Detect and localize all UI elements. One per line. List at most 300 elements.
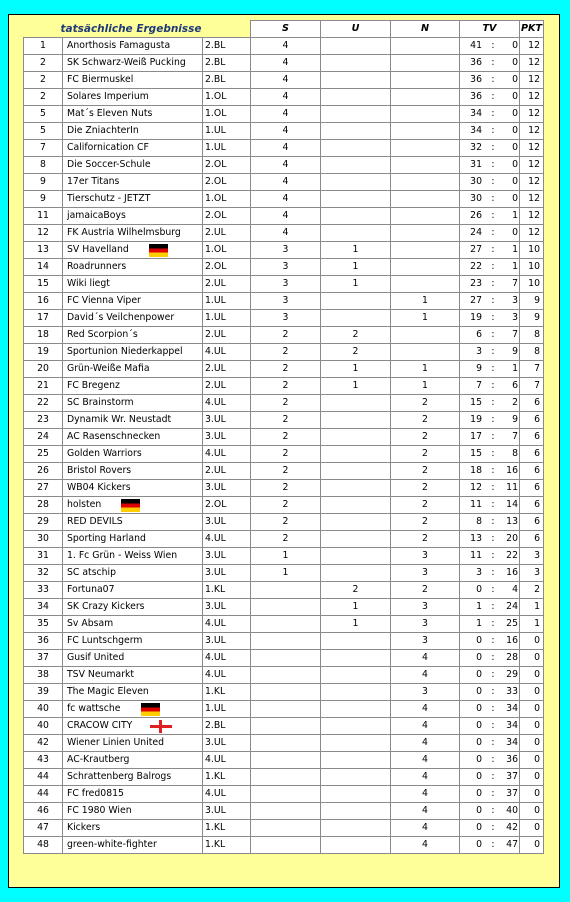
goals-for: 6: [476, 329, 482, 340]
table-row: [24, 820, 544, 837]
team-name: green-white-fighter: [67, 839, 157, 850]
draws-cell: 1: [321, 242, 391, 259]
losses-cell: [391, 174, 460, 191]
rank-cell: 39: [24, 684, 63, 701]
germany-flag-icon: [149, 244, 168, 257]
league-cell: 4.UL: [203, 650, 251, 667]
team-cell: [63, 633, 203, 650]
draws-cell: [321, 72, 391, 89]
wins-cell: 3: [251, 293, 321, 310]
team-name: Californication CF: [67, 142, 149, 153]
table-row: [24, 225, 544, 242]
team-cell: [63, 395, 203, 412]
wins-cell: 2: [251, 378, 321, 395]
points-cell: 0: [520, 650, 544, 667]
losses-cell: 2: [391, 446, 460, 463]
team-cell: [63, 531, 203, 548]
goals-cell: [460, 497, 520, 514]
col-header-tv: TV: [460, 21, 520, 38]
league-cell: 2.OL: [203, 259, 251, 276]
goals-for: 0: [476, 788, 482, 799]
wins-cell: 2: [251, 531, 321, 548]
team-name: SC atschip: [67, 567, 117, 578]
table-row: [24, 412, 544, 429]
league-cell: 2.BL: [203, 718, 251, 735]
goals-separator: :: [491, 431, 495, 442]
team-name: SK Schwarz-Weiß Pucking: [67, 57, 186, 68]
goals-cell: [460, 548, 520, 565]
rank-cell: 7: [24, 140, 63, 157]
goals-separator: :: [491, 227, 495, 238]
draws-cell: [321, 395, 391, 412]
goals-separator: :: [491, 244, 495, 255]
losses-cell: [391, 72, 460, 89]
rank-cell: 11: [24, 208, 63, 225]
goals-separator: :: [491, 737, 495, 748]
wins-cell: 2: [251, 497, 321, 514]
team-name: Sportunion Niederkappel: [67, 346, 183, 357]
team-cell: [63, 820, 203, 837]
goals-separator: :: [491, 652, 495, 663]
table-row: [24, 446, 544, 463]
goals-separator: :: [491, 720, 495, 731]
goals-cell: [460, 480, 520, 497]
germany-flag-icon: [121, 499, 140, 512]
goals-for: 32: [470, 142, 482, 153]
goals-for: 0: [476, 703, 482, 714]
losses-cell: [391, 225, 460, 242]
goals-against: 16: [506, 465, 518, 476]
team-cell: [63, 667, 203, 684]
losses-cell: 3: [391, 599, 460, 616]
wins-cell: 4: [251, 38, 321, 55]
draws-cell: [321, 769, 391, 786]
team-cell: [63, 276, 203, 293]
rank-cell: 28: [24, 497, 63, 514]
goals-for: 0: [476, 805, 482, 816]
team-name: FK Austria Wilhelmsburg: [67, 227, 181, 238]
league-cell: 2.UL: [203, 225, 251, 242]
draws-cell: [321, 412, 391, 429]
col-header-n: N: [391, 21, 460, 38]
rank-cell: 17: [24, 310, 63, 327]
table-row: [24, 395, 544, 412]
goals-for: 8: [476, 516, 482, 527]
rank-cell: 26: [24, 463, 63, 480]
league-cell: 1.UL: [203, 293, 251, 310]
goals-against: 25: [506, 618, 518, 629]
team-name: FC Biermuskel: [67, 74, 134, 85]
goals-separator: :: [491, 193, 495, 204]
league-cell: 4.UL: [203, 446, 251, 463]
results-table: [23, 20, 544, 854]
wins-cell: [251, 837, 321, 854]
points-cell: 6: [520, 531, 544, 548]
goals-for: 0: [476, 686, 482, 697]
goals-cell: [460, 89, 520, 106]
goals-against: 13: [506, 516, 518, 527]
wins-cell: 4: [251, 55, 321, 72]
table-row: [24, 633, 544, 650]
rank-cell: 29: [24, 514, 63, 531]
goals-for: 24: [470, 227, 482, 238]
rank-cell: 40: [24, 718, 63, 735]
goals-against: 7: [512, 431, 518, 442]
points-cell: 12: [520, 55, 544, 72]
table-row: [24, 327, 544, 344]
points-cell: 2: [520, 582, 544, 599]
team-name: holsten: [67, 499, 102, 510]
draws-cell: [321, 123, 391, 140]
goals-against: 16: [506, 567, 518, 578]
goals-against: 0: [512, 74, 518, 85]
rank-cell: 47: [24, 820, 63, 837]
goals-for: 9: [476, 363, 482, 374]
goals-cell: [460, 72, 520, 89]
team-name: FC fred0815: [67, 788, 124, 799]
losses-cell: [391, 157, 460, 174]
losses-cell: [391, 242, 460, 259]
team-name: FC Vienna Viper: [67, 295, 141, 306]
losses-cell: 4: [391, 769, 460, 786]
rank-cell: 46: [24, 803, 63, 820]
table-row: [24, 174, 544, 191]
draws-cell: [321, 633, 391, 650]
goals-for: 0: [476, 720, 482, 731]
losses-cell: 2: [391, 480, 460, 497]
wins-cell: [251, 633, 321, 650]
goals-for: 13: [470, 533, 482, 544]
wins-cell: 4: [251, 174, 321, 191]
table-row: [24, 684, 544, 701]
losses-cell: 3: [391, 633, 460, 650]
league-cell: 2.OL: [203, 174, 251, 191]
league-cell: 1.OL: [203, 89, 251, 106]
league-cell: 1.OL: [203, 191, 251, 208]
goals-cell: [460, 633, 520, 650]
wins-cell: 2: [251, 463, 321, 480]
table-row: [24, 718, 544, 735]
losses-cell: [391, 89, 460, 106]
points-cell: 6: [520, 446, 544, 463]
goals-against: 0: [512, 159, 518, 170]
goals-separator: :: [491, 108, 495, 119]
goals-separator: :: [491, 754, 495, 765]
goals-separator: :: [491, 499, 495, 510]
goals-against: 37: [506, 771, 518, 782]
wins-cell: 2: [251, 429, 321, 446]
team-cell: [63, 310, 203, 327]
goals-against: 20: [506, 533, 518, 544]
points-cell: 9: [520, 293, 544, 310]
points-cell: 12: [520, 89, 544, 106]
points-cell: 1: [520, 616, 544, 633]
draws-cell: [321, 684, 391, 701]
goals-separator: :: [491, 159, 495, 170]
team-cell: [63, 650, 203, 667]
goals-for: 36: [470, 74, 482, 85]
table-row: [24, 752, 544, 769]
rank-cell: 35: [24, 616, 63, 633]
losses-cell: [391, 140, 460, 157]
goals-for: 30: [470, 176, 482, 187]
team-name: fc wattsche: [67, 703, 121, 714]
wins-cell: 3: [251, 242, 321, 259]
points-cell: 0: [520, 769, 544, 786]
losses-cell: [391, 259, 460, 276]
wins-cell: 4: [251, 72, 321, 89]
draws-cell: [321, 174, 391, 191]
losses-cell: 3: [391, 548, 460, 565]
wins-cell: 4: [251, 123, 321, 140]
goals-cell: [460, 752, 520, 769]
team-name: Die ZniachterIn: [67, 125, 139, 136]
points-cell: 6: [520, 395, 544, 412]
team-cell: [63, 72, 203, 89]
table-row: [24, 361, 544, 378]
team-name: FC Bregenz: [67, 380, 120, 391]
goals-for: 19: [470, 414, 482, 425]
team-cell: [63, 837, 203, 854]
table-row: [24, 582, 544, 599]
points-cell: 6: [520, 497, 544, 514]
goals-cell: [460, 718, 520, 735]
league-cell: 3.UL: [203, 565, 251, 582]
points-cell: 0: [520, 667, 544, 684]
team-cell: [63, 378, 203, 395]
goals-for: 1: [476, 618, 482, 629]
team-name: SV Havelland: [67, 244, 129, 255]
points-cell: 0: [520, 684, 544, 701]
goals-cell: [460, 276, 520, 293]
draws-cell: [321, 803, 391, 820]
team-name: Roadrunners: [67, 261, 127, 272]
goals-against: 14: [506, 499, 518, 510]
losses-cell: 1: [391, 310, 460, 327]
league-cell: 2.OL: [203, 157, 251, 174]
goals-for: 41: [470, 40, 482, 51]
table-row: [24, 463, 544, 480]
losses-cell: 1: [391, 378, 460, 395]
wins-cell: 2: [251, 344, 321, 361]
wins-cell: [251, 718, 321, 735]
losses-cell: [391, 38, 460, 55]
goals-separator: :: [491, 635, 495, 646]
goals-cell: [460, 38, 520, 55]
goals-against: 34: [506, 720, 518, 731]
goals-cell: [460, 293, 520, 310]
goals-separator: :: [491, 312, 495, 323]
losses-cell: 4: [391, 718, 460, 735]
rank-cell: 15: [24, 276, 63, 293]
table-row: [24, 667, 544, 684]
table-row: [24, 429, 544, 446]
draws-cell: [321, 480, 391, 497]
draws-cell: 1: [321, 361, 391, 378]
league-cell: 4.UL: [203, 667, 251, 684]
goals-separator: :: [491, 414, 495, 425]
goals-against: 1: [512, 244, 518, 255]
team-cell: [63, 327, 203, 344]
goals-for: 15: [470, 397, 482, 408]
draws-cell: [321, 752, 391, 769]
losses-cell: 3: [391, 684, 460, 701]
table-row: [24, 208, 544, 225]
team-name: TSV Neumarkt: [67, 669, 135, 680]
league-cell: 2.UL: [203, 327, 251, 344]
rank-cell: 40: [24, 701, 63, 718]
rank-cell: 32: [24, 565, 63, 582]
rank-cell: 5: [24, 106, 63, 123]
col-header-u: U: [321, 21, 391, 38]
goals-separator: :: [491, 40, 495, 51]
goals-for: 22: [470, 261, 482, 272]
draws-cell: [321, 667, 391, 684]
table-row: [24, 38, 544, 55]
team-cell: [63, 735, 203, 752]
losses-cell: [391, 123, 460, 140]
points-cell: 0: [520, 820, 544, 837]
draws-cell: [321, 310, 391, 327]
losses-cell: 2: [391, 412, 460, 429]
losses-cell: 2: [391, 463, 460, 480]
wins-cell: [251, 701, 321, 718]
goals-separator: :: [491, 261, 495, 272]
team-name: jamaicaBoys: [67, 210, 126, 221]
league-cell: 4.UL: [203, 344, 251, 361]
team-name: David´s Veilchenpower: [67, 312, 175, 323]
header-row: [24, 21, 544, 38]
goals-for: 18: [470, 465, 482, 476]
goals-cell: [460, 208, 520, 225]
losses-cell: 3: [391, 565, 460, 582]
team-name: SC Brainstorm: [67, 397, 134, 408]
league-cell: 3.UL: [203, 429, 251, 446]
rank-cell: 14: [24, 259, 63, 276]
draws-cell: [321, 463, 391, 480]
rank-cell: 23: [24, 412, 63, 429]
goals-separator: :: [491, 788, 495, 799]
wins-cell: 2: [251, 446, 321, 463]
team-name: SK Crazy Kickers: [67, 601, 145, 612]
draws-cell: 1: [321, 616, 391, 633]
rank-cell: 9: [24, 191, 63, 208]
team-cell: [63, 259, 203, 276]
goals-against: 7: [512, 278, 518, 289]
table-title: tatsächliche Ergebnisse: [24, 21, 251, 38]
goals-against: 0: [512, 125, 518, 136]
league-cell: 1.KL: [203, 684, 251, 701]
table-row: [24, 72, 544, 89]
goals-for: 34: [470, 108, 482, 119]
goals-against: 6: [512, 380, 518, 391]
team-name: Mat´s Eleven Nuts: [67, 108, 153, 119]
points-cell: 12: [520, 72, 544, 89]
wins-cell: [251, 667, 321, 684]
team-cell: [63, 718, 203, 735]
losses-cell: 2: [391, 582, 460, 599]
goals-against: 1: [512, 363, 518, 374]
table-row: [24, 276, 544, 293]
points-cell: 1: [520, 599, 544, 616]
league-cell: 1.UL: [203, 701, 251, 718]
wins-cell: 2: [251, 514, 321, 531]
table-row: [24, 837, 544, 854]
draws-cell: [321, 514, 391, 531]
goals-separator: :: [491, 822, 495, 833]
goals-cell: [460, 378, 520, 395]
losses-cell: 3: [391, 616, 460, 633]
team-cell: [63, 582, 203, 599]
england-flag-icon: [150, 720, 172, 733]
goals-against: 0: [512, 142, 518, 153]
goals-cell: [460, 446, 520, 463]
goals-against: 28: [506, 652, 518, 663]
rank-cell: 25: [24, 446, 63, 463]
team-cell: [63, 752, 203, 769]
points-cell: 12: [520, 38, 544, 55]
goals-cell: [460, 429, 520, 446]
team-cell: [63, 106, 203, 123]
goals-for: 30: [470, 193, 482, 204]
goals-for: 27: [470, 295, 482, 306]
losses-cell: 4: [391, 701, 460, 718]
points-cell: 6: [520, 480, 544, 497]
goals-cell: [460, 310, 520, 327]
draws-cell: [321, 38, 391, 55]
league-cell: 2.UL: [203, 276, 251, 293]
draws-cell: [321, 820, 391, 837]
wins-cell: 2: [251, 327, 321, 344]
league-cell: 1.KL: [203, 769, 251, 786]
goals-for: 0: [476, 737, 482, 748]
points-cell: 0: [520, 701, 544, 718]
losses-cell: 4: [391, 837, 460, 854]
draws-cell: 2: [321, 344, 391, 361]
league-cell: 1.UL: [203, 310, 251, 327]
team-cell: [63, 140, 203, 157]
rank-cell: 48: [24, 837, 63, 854]
wins-cell: [251, 616, 321, 633]
goals-against: 0: [512, 91, 518, 102]
team-name: 1. Fc Grün - Weiss Wien: [67, 550, 178, 561]
wins-cell: [251, 803, 321, 820]
league-cell: 1.KL: [203, 582, 251, 599]
points-cell: 12: [520, 191, 544, 208]
col-header-s: S: [251, 21, 321, 38]
rank-cell: 22: [24, 395, 63, 412]
goals-against: 9: [512, 346, 518, 357]
draws-cell: [321, 786, 391, 803]
table-row: [24, 701, 544, 718]
team-name: FC 1980 Wien: [67, 805, 132, 816]
team-name: Solares Imperium: [67, 91, 149, 102]
team-cell: [63, 225, 203, 242]
team-cell: [63, 514, 203, 531]
goals-for: 0: [476, 771, 482, 782]
points-cell: 10: [520, 242, 544, 259]
losses-cell: 4: [391, 786, 460, 803]
league-cell: 1.UL: [203, 123, 251, 140]
goals-for: 12: [470, 482, 482, 493]
team-cell: [63, 786, 203, 803]
goals-for: 0: [476, 652, 482, 663]
goals-cell: [460, 106, 520, 123]
team-name: Red Scorpion´s: [67, 329, 138, 340]
goals-for: 15: [470, 448, 482, 459]
team-name: Bristol Rovers: [67, 465, 132, 476]
goals-cell: [460, 837, 520, 854]
